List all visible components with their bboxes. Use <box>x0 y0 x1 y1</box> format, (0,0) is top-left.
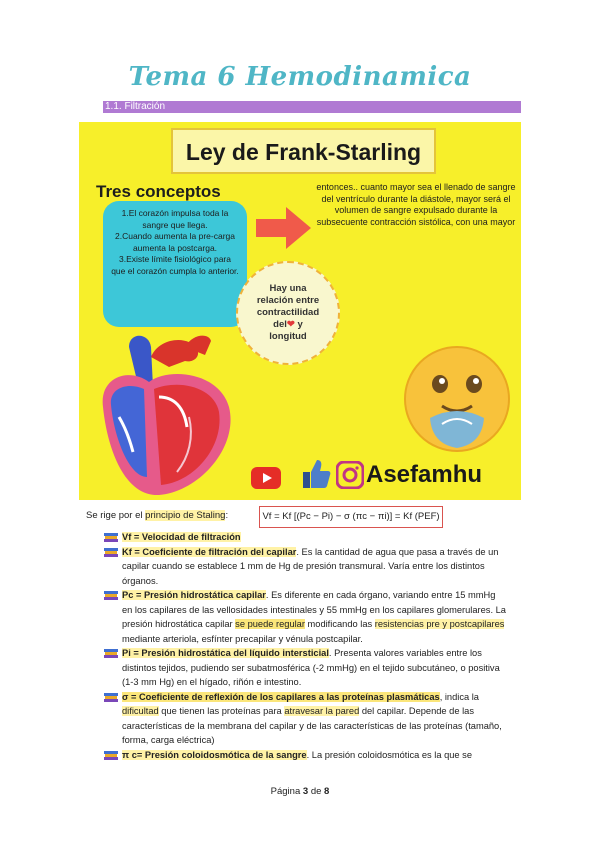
list-item: Kf = Coeficiente de filtración del capilar. Es la cantidad de agua que pasa a través de un capilar cuando se establece 1 mm de Hg de presión transmural. Varía entre los distintos órganos. <box>101 545 506 589</box>
concepts-box <box>103 201 247 327</box>
page-number: Página 3 de 8 <box>270 786 330 797</box>
book-bullet-icon <box>104 591 118 600</box>
book-bullet-icon <box>104 751 118 760</box>
concepts-title: Tres conceptos <box>96 182 221 201</box>
book-bullet-icon <box>104 693 118 702</box>
book-bullet-icon <box>104 533 118 542</box>
relation-circle <box>236 261 340 365</box>
list-item: π c= Presión coloidosmótica de la sangre. La presión coloidosmótica es la que se <box>101 748 506 763</box>
list-item: Pi = Presión hidrostática del líquido intersticial. Presenta valores variables entre los distintos tejidos, pudiendo ser subatmosférica (-2 mmHg) en el tejido subcutáneo, o positiva (1-3 mm Hg) en el hígado, riñón e intestino. <box>101 646 506 690</box>
concept-3: 3.Existe límite fisiológico para que el corazón cumpla lo anterior. <box>111 254 239 276</box>
heart-anatomy-illustration <box>89 327 249 499</box>
brand-name: Asefamhu <box>366 461 483 488</box>
caring-face-emoji-icon <box>402 344 512 454</box>
concept-1: 1.El corazón impulsa toda la sangre que llega. <box>121 208 229 230</box>
book-bullet-icon <box>104 649 118 658</box>
definitions-list <box>101 530 506 762</box>
list-item: Vf = Velocidad de filtración <box>101 530 506 545</box>
poster-title: Ley de Frank-Starling <box>185 139 422 165</box>
circle-line-5: longitud <box>269 331 307 342</box>
circle-line-1: Hay una <box>269 283 307 294</box>
entonces-text: entonces.. cuanto mayor sea el llenado de sangre del ventrículo durante la diástole, mayor será el volumen de sangre expulsado durante la subsecuente contracción sistólica, con una mayor <box>316 182 516 227</box>
circle-line-3: contractilidad <box>256 307 320 318</box>
poster-title-box <box>171 128 436 174</box>
page-title: Tema 6 Hemodinamica <box>128 62 472 92</box>
starling-formula: Vf = Kf [(Pc − Pi) − σ (πc − πi)] = Kf (PEF) <box>259 506 443 528</box>
thumbs-up-icon <box>301 458 331 490</box>
right-arrow-icon <box>256 205 312 251</box>
circle-line-4: del❤ y <box>273 319 303 330</box>
circle-line-2: relación entre <box>256 295 320 306</box>
instagram-icon <box>336 461 364 489</box>
intro-text: Se rige por el principio de Staling: <box>86 510 229 521</box>
book-bullet-icon <box>104 548 118 557</box>
heart-emoji-icon: ❤ <box>286 319 295 330</box>
frank-starling-poster <box>79 122 521 500</box>
list-item: σ = Coeficiente de reflexión de los capilares a las proteínas plasmáticas, indica la dificultad que tienen las proteínas para atravesar la pared del capilar. Depende de las características de la membrana del capilar y de las características de las proteínas (tamaño, forma, carga eléctrica) <box>101 690 506 748</box>
list-item: Pc = Presión hidrostática capilar. Es diferente en cada órgano, variando entre 15 mmHg en los capilares de las vellosidades intestinales y 55 mmHg en los capilares glomerulares. La presión hidrostática capilar se puede regular modificando las resistencias pre y postcapilares mediante arteriola, esfínter precapilar y vénula postcapilar. <box>101 588 506 646</box>
section-heading: 1.1. Filtración <box>103 101 521 113</box>
youtube-icon <box>251 467 281 489</box>
intro-highlight: principio de Staling <box>145 510 226 521</box>
concept-2: 2.Cuando aumenta la pre-carga aumenta la postcarga. <box>114 231 236 253</box>
